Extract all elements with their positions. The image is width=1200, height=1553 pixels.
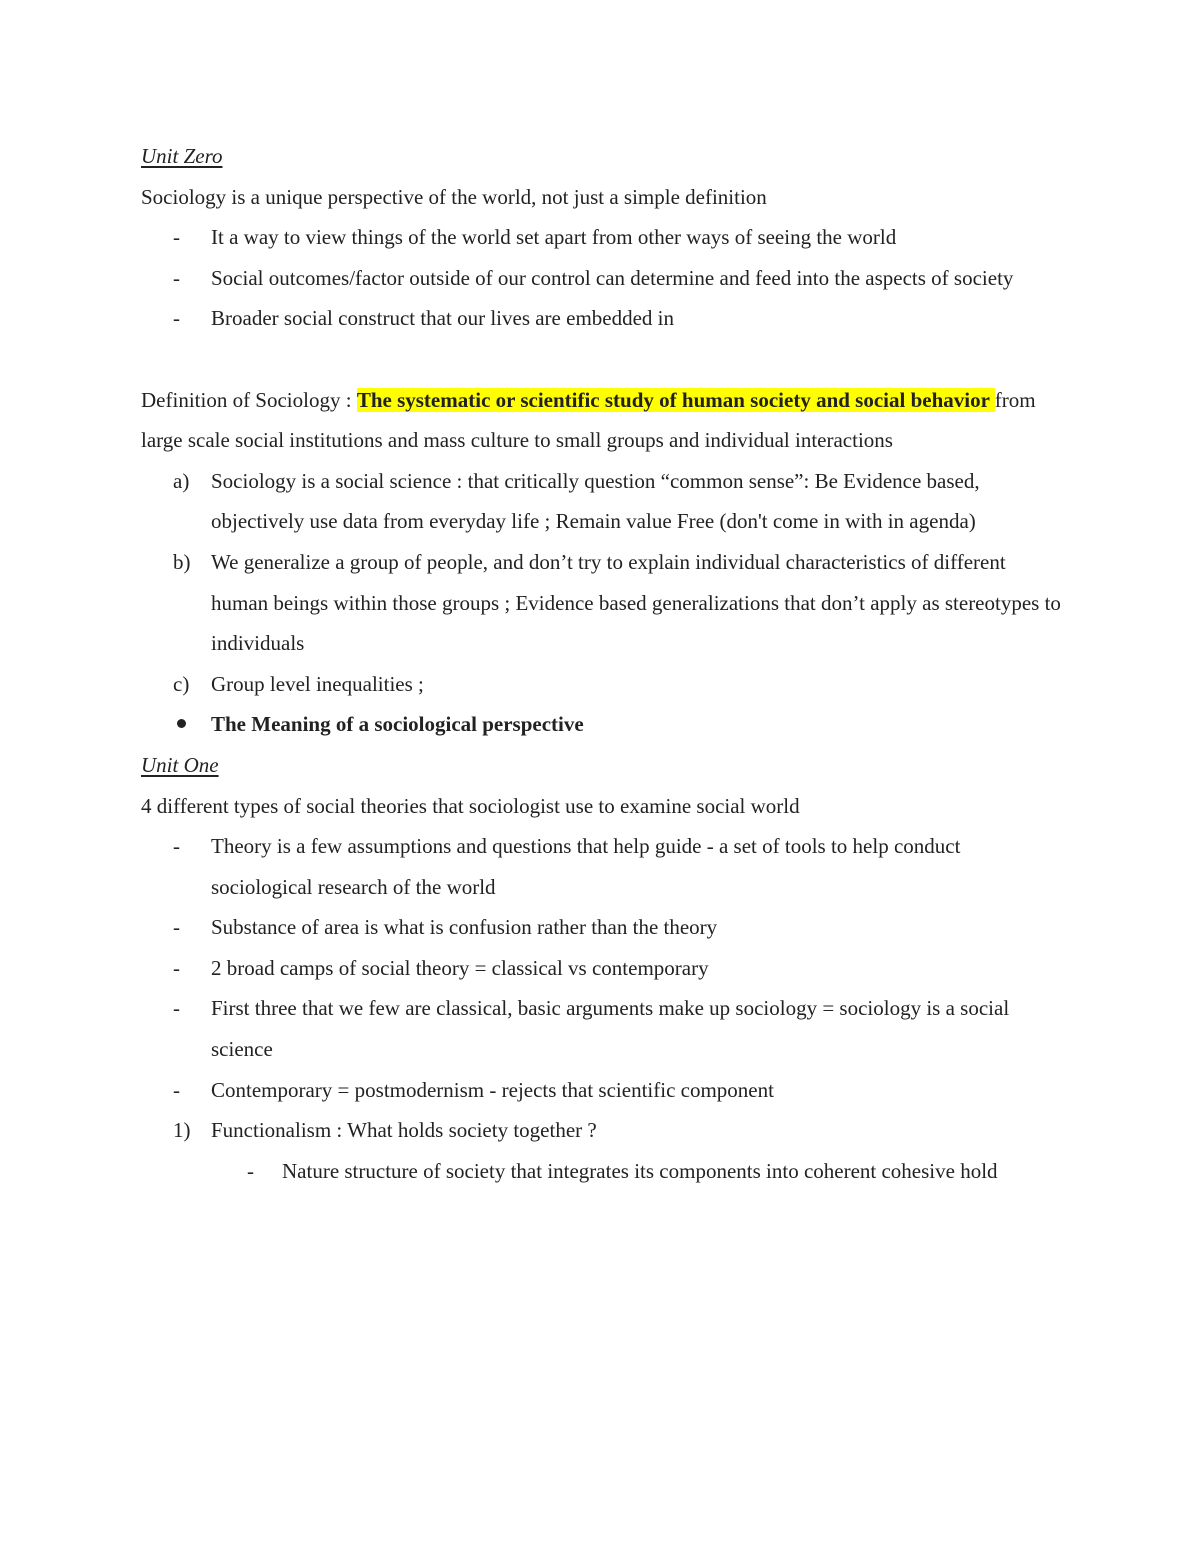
- list-item: [141, 826, 1066, 907]
- list-item-text: Broader social construct that our lives are embedded in: [211, 306, 675, 331]
- list-item: [141, 948, 1066, 989]
- unit-one-heading: Unit One: [141, 752, 219, 777]
- dash-marker: -: [173, 955, 180, 980]
- list-item-text: We generalize a group of people, and don’t try to explain individual characteristics of different human beings within those groups ; Evidence based generalizations that don’t apply as stereotypes to individuals: [211, 549, 1061, 656]
- dash-marker: -: [173, 834, 180, 859]
- dash-marker: -: [173, 225, 180, 250]
- list-item-text: Substance of area is what is confusion rather than the theory: [211, 915, 718, 940]
- list-item: [141, 907, 1066, 948]
- list-item: [141, 217, 1066, 258]
- list-item: [141, 1110, 1066, 1151]
- bullet-dot-icon: [177, 719, 186, 728]
- unit-zero-heading: Unit Zero: [141, 144, 223, 168]
- list-item: [141, 1070, 1066, 1111]
- list-item-text: Nature structure of society that integrates its components into coherent cohesive hold: [282, 1158, 998, 1183]
- letter-marker: c): [173, 671, 190, 696]
- spacer: [141, 339, 1066, 380]
- unit-one-intro: 4 different types of social theories that sociologist use to examine social world: [141, 793, 800, 818]
- list-item-text: 2 broad camps of social theory = classical vs contemporary: [211, 955, 709, 980]
- definition-label: Definition of Sociology :: [141, 387, 357, 412]
- list-item: [141, 298, 1066, 339]
- list-item-text: It a way to view things of the world set apart from other ways of seeing the world: [211, 225, 897, 250]
- list-item-text: Contemporary = postmodernism - rejects that scientific component: [211, 1077, 774, 1102]
- list-item: [141, 704, 1066, 745]
- list-item: [141, 1151, 1066, 1192]
- list-item: [141, 258, 1066, 299]
- dash-marker: -: [173, 996, 180, 1021]
- list-item: [141, 461, 1066, 542]
- list-item: [141, 988, 1066, 1069]
- dash-marker: -: [247, 1158, 254, 1183]
- dash-marker: -: [173, 306, 180, 331]
- unit-zero-intro: Sociology is a unique perspective of the world, not just a simple definition: [141, 184, 767, 209]
- list-item-text: Group level inequalities ;: [211, 671, 424, 696]
- list-item-text: Theory is a few assumptions and questions that help guide - a set of tools to help conduct sociological research of the world: [211, 834, 961, 899]
- definition-rest: from large scale social institutions and mass culture to small groups and individual interactions: [141, 387, 1036, 453]
- document-page: [141, 136, 1066, 1191]
- list-item-text: Functionalism : What holds society together ?: [211, 1118, 597, 1143]
- dash-marker: -: [173, 1077, 180, 1102]
- definition-paragraph: [141, 380, 1066, 461]
- letter-marker: a): [173, 468, 190, 493]
- letter-marker: b): [173, 549, 191, 574]
- list-item-text: First three that we few are classical, basic arguments make up sociology = sociology is a social science: [211, 996, 1010, 1062]
- dash-marker: -: [173, 915, 180, 940]
- number-marker: 1): [173, 1118, 191, 1143]
- list-item: [141, 664, 1066, 705]
- definition-highlight: The systematic or scientific study of human society and social behavior: [356, 387, 995, 412]
- list-item-text: The Meaning of a sociological perspective: [211, 712, 584, 737]
- dash-marker: -: [173, 265, 180, 290]
- list-item: [141, 542, 1066, 664]
- list-item-text: Social outcomes/factor outside of our control can determine and feed into the aspects of society: [211, 265, 1014, 290]
- list-item-text: Sociology is a social science : that critically question “common sense”: Be Evidence based, objectively use data from everyday life ; Remain value Free (don't come in with in agenda): [211, 468, 980, 534]
